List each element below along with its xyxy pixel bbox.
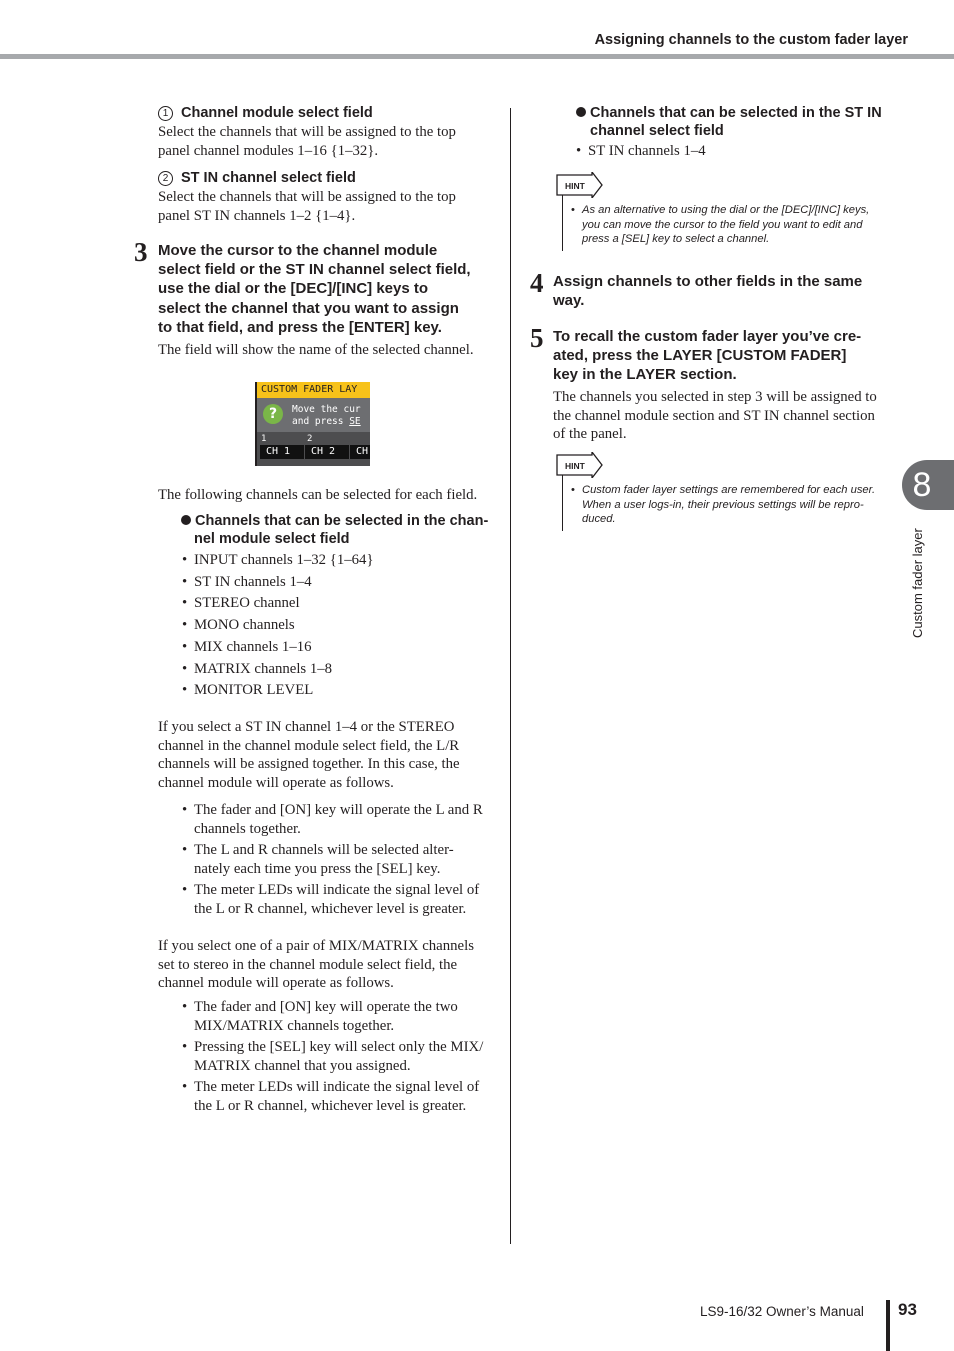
text-line: As an alternative to using the dial or the [DEC]/[INC] keys,	[582, 204, 870, 216]
chapter-number: 8	[912, 466, 932, 504]
text-line: Channels that can be selected in the ST IN	[590, 105, 882, 121]
step-3-number: 3	[134, 237, 148, 267]
hint-label: HINT	[565, 461, 585, 471]
text-line: of the panel.	[553, 426, 627, 442]
step-5-description	[553, 388, 877, 444]
step-3-note: The field will show the name of the selected channel.	[158, 342, 474, 358]
text-line: If you select a ST IN channel 1–4 or the STEREO	[158, 719, 455, 735]
stereo-behavior-list	[182, 801, 483, 919]
header-rule	[0, 54, 954, 59]
text-line: the L or R channel, whichever level is greater.	[194, 901, 467, 917]
text-line: channel in the channel module select field, the L/R	[158, 737, 460, 754]
text-line: nel module select field	[194, 531, 350, 547]
hint-bullet: •	[571, 484, 575, 496]
stin-channel-list	[576, 142, 706, 161]
stin-field-heading	[576, 104, 882, 140]
step-5-number: 5	[530, 323, 544, 353]
lcd-message-line-1: Move the cur	[292, 404, 361, 415]
stin-stereo-paragraph	[158, 718, 460, 792]
text-line: channel module will operate as follows.	[158, 975, 394, 991]
lcd-screenshot	[255, 382, 370, 466]
text-line: the L or R channel, whichever level is greater.	[194, 1098, 467, 1114]
list-item	[182, 1078, 483, 1116]
lcd-message-line-2	[292, 416, 361, 428]
text-line: the channel module section and ST IN channel section	[553, 407, 875, 424]
lcd-msg-key: SE	[349, 416, 361, 427]
list-item	[182, 1038, 483, 1076]
list-item	[182, 841, 483, 879]
page-number: 93	[898, 1300, 917, 1319]
lcd-channel-field: CH 2	[305, 445, 349, 459]
text-line: Select the channels that will be assigned to the top	[158, 189, 456, 205]
circled-number-1: 1	[158, 106, 173, 121]
footer-bar	[886, 1300, 890, 1351]
step-3-instruction	[158, 241, 471, 337]
step-5-instruction	[553, 327, 861, 385]
chapter-tab	[902, 460, 954, 510]
text-line: The channels you selected in step 3 will be assigned to	[553, 389, 877, 405]
text-line: To recall the custom fader layer you’ve cre-	[553, 328, 862, 345]
text-line: Channels that can be selected in the chan-	[195, 513, 489, 529]
module-field-heading	[181, 512, 488, 548]
list-item: • MIX channels 1–16	[182, 637, 374, 659]
circled-number-2: 2	[158, 171, 173, 186]
text-line: MATRIX channel that you assigned.	[194, 1058, 411, 1074]
list-item	[182, 881, 483, 919]
field-1-title-text: Channel module select field	[181, 105, 373, 121]
text-line: press a [SEL] key to select a channel.	[582, 233, 770, 246]
text-line: key in the LAYER section.	[553, 366, 737, 384]
mix-matrix-paragraph	[158, 937, 474, 993]
step-4-instruction	[553, 272, 862, 310]
text-line: select the channel that you want to assign	[158, 299, 459, 317]
text-line: use the dial or the [DEC]/[INC] keys to	[158, 280, 429, 298]
hint-2-text	[571, 483, 876, 527]
text-line: • The meter LEDs will indicate the signal level of	[194, 882, 480, 898]
text-line: • The L and R channels will be selected alter-	[194, 842, 454, 858]
module-channel-list	[182, 550, 374, 702]
text-line: channels together.	[194, 821, 301, 837]
lcd-msg-text: and press	[292, 416, 350, 427]
field-1-title	[158, 105, 373, 121]
text-line: • The fader and [ON] key will operate the L and R	[194, 802, 483, 818]
text-line: • Pressing the [SEL] key will select only the MIX/	[194, 1039, 484, 1055]
question-icon: ?	[263, 404, 283, 424]
text-line: Assign channels to other fields in the same	[553, 273, 863, 290]
text-line: Select the channels that will be assigned to the top	[158, 124, 456, 140]
hint-label: HINT	[565, 181, 585, 191]
lcd-field-number: 1	[261, 434, 267, 444]
lcd-channel-field: CH	[350, 445, 370, 459]
hint-1-text	[571, 203, 870, 247]
list-item: • STEREO channel	[182, 593, 374, 615]
text-line: • The meter LEDs will indicate the signal level of	[194, 1079, 480, 1095]
text-line: MIX/MATRIX channels together.	[194, 1018, 395, 1034]
text-line: channels will be assigned together. In this case, the	[158, 756, 460, 772]
lcd-field-number: 2	[307, 434, 313, 444]
hint-1-rule	[562, 190, 563, 251]
hint-icon	[556, 172, 604, 198]
column-divider	[510, 108, 511, 1244]
field-2-title-text: ST IN channel select field	[181, 170, 356, 186]
mix-matrix-behavior-list	[182, 998, 483, 1116]
text-line: panel ST IN channels 1–2 {1–4}.	[158, 207, 356, 224]
text-line: to that field, and press the [ENTER] key.	[158, 318, 442, 336]
text-line: When a user logs-in, their previous settings will be repro-	[582, 498, 864, 511]
text-line: nately each time you press the [SEL] key.	[194, 861, 441, 877]
lcd-frame-edge	[255, 382, 257, 466]
hint-bullet: •	[571, 204, 575, 216]
list-item	[182, 998, 483, 1036]
text-line: ated, press the LAYER [CUSTOM FADER]	[553, 347, 847, 365]
text-line: set to stereo in the channel module select field, the	[158, 956, 458, 973]
text-line: select field or the ST IN channel select field,	[158, 261, 471, 279]
text-line: If you select one of a pair of MIX/MATRIX channels	[158, 938, 474, 954]
list-item: • ST IN channels 1–4	[182, 572, 374, 594]
list-item: • MATRIX channels 1–8	[182, 659, 374, 681]
following-text: The following channels can be selected for each field.	[158, 487, 478, 503]
text-line: duced.	[582, 513, 616, 526]
field-2-description	[158, 188, 456, 225]
list-item: • INPUT channels 1–32 {1–64}	[182, 550, 374, 572]
list-item: • ST IN channels 1–4	[576, 142, 706, 161]
text-line: Custom fader layer settings are remembered for each user.	[582, 484, 876, 496]
text-line: panel channel modules 1–16 {1–32}.	[158, 142, 379, 159]
text-line: Move the cursor to the channel module	[158, 242, 438, 259]
lcd-channel-field: CH 1	[260, 445, 304, 459]
hint-2-rule	[562, 470, 563, 531]
bullet-dot	[576, 107, 586, 117]
text-line: channel select field	[590, 123, 724, 139]
bullet-dot	[181, 515, 191, 525]
text-line: • The fader and [ON] key will operate the two	[194, 999, 458, 1015]
text-line: channel module will operate as follows.	[158, 774, 394, 791]
running-header: Assigning channels to the custom fader layer	[594, 32, 908, 48]
list-item	[182, 801, 483, 839]
chapter-side-label: Custom fader layer	[910, 528, 925, 638]
step-4-number: 4	[530, 268, 544, 298]
list-item: • MONITOR LEVEL	[182, 680, 374, 702]
text-line: way.	[553, 292, 585, 310]
text-line: you can move the cursor to the field you want to edit and	[582, 218, 863, 231]
field-2-title	[158, 170, 356, 186]
lcd-title-bar: CUSTOM FADER LAY	[255, 382, 370, 398]
hint-icon	[556, 452, 604, 478]
field-1-description	[158, 123, 456, 160]
footer-manual-title: LS9-16/32 Owner’s Manual	[700, 1304, 864, 1319]
list-item: • MONO channels	[182, 615, 374, 637]
